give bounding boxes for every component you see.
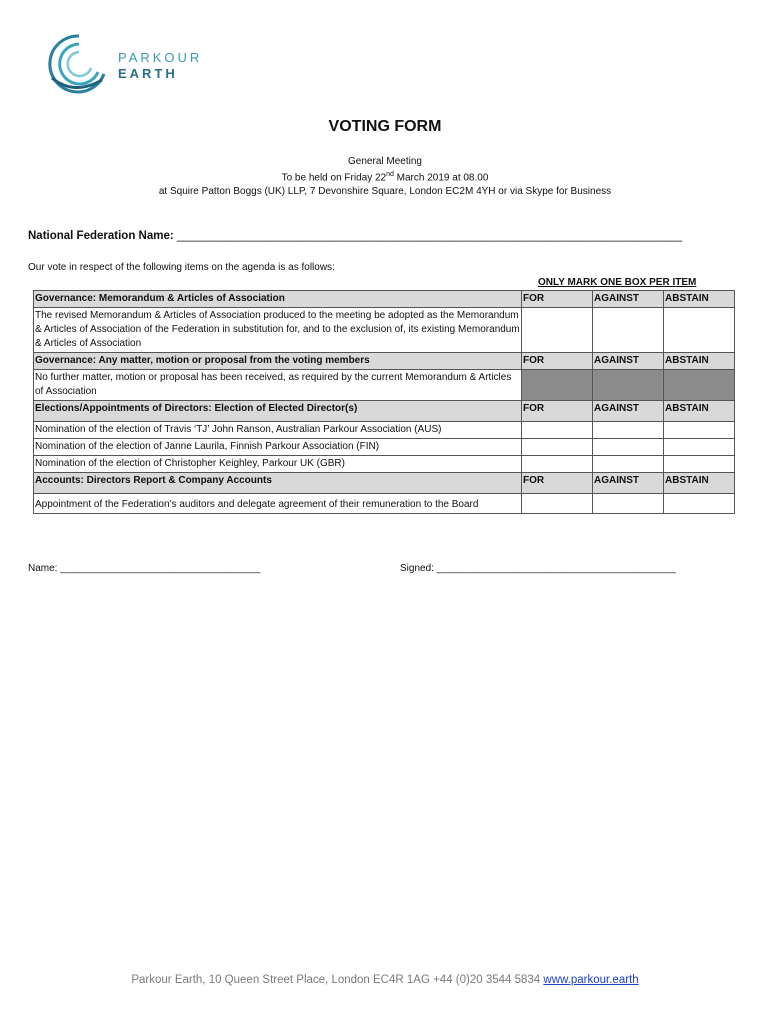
meeting-location: at Squire Patton Boggs (UK) LLP, 7 Devonshire Square, London EC2M 4YH or via Skype for Business [158,186,612,197]
col-against: AGAINST [593,353,664,370]
section-header-row [34,473,735,494]
meeting-date-post: March 2019 at 08.00 [393,172,489,184]
logo-line-1: PARKOUR [118,50,203,65]
col-abstain: ABSTAIN [664,473,735,494]
federation-name-field[interactable] [28,230,682,242]
section-header-row [34,401,735,422]
federation-name-line[interactable]: _______________________________________________________________________________ [176,230,683,242]
logo-text [118,50,202,82]
item-row [34,308,735,353]
name-line[interactable]: ____________________________________ [60,563,261,574]
against-box[interactable] [593,308,664,353]
against-box[interactable] [593,422,664,439]
against-box[interactable] [593,494,664,514]
against-box[interactable] [593,456,664,473]
col-against: AGAINST [593,291,664,308]
item-text: Appointment of the Federation’s auditors and delegate agreement of their remuneration to the Board [34,494,522,514]
col-abstain: ABSTAIN [664,291,735,308]
signed-field[interactable] [400,563,676,574]
for-box[interactable] [522,439,593,456]
col-against: AGAINST [593,401,664,422]
col-abstain: ABSTAIN [664,401,735,422]
for-box[interactable] [522,494,593,514]
col-for: FOR [522,291,593,308]
for-box[interactable] [522,456,593,473]
abstain-box[interactable] [664,494,735,514]
abstain-box[interactable] [664,308,735,353]
item-row [34,370,735,401]
col-against: AGAINST [593,473,664,494]
parkour-earth-logo [44,30,224,102]
voting-table [33,290,735,514]
col-for: FOR [522,473,593,494]
instruction-text: ONLY MARK ONE BOX PER ITEM [538,277,697,288]
item-row [34,422,735,439]
federation-name-label: National Federation Name: [28,230,174,242]
meeting-date-pre: To be held on Friday 22 [281,172,387,184]
name-label: Name: [28,563,58,574]
section-heading: Governance: Any matter, motion or proposal from the voting members [34,353,522,370]
footer [0,974,770,986]
meeting-type: General Meeting [348,156,422,167]
col-abstain: ABSTAIN [664,353,735,370]
section-header-row [34,353,735,370]
for-box-disabled [522,370,593,401]
item-text: Nomination of the election of Travis ‘TJ’ John Ranson, Australian Parkour Association (AUS) [34,422,522,439]
footer-website-link[interactable]: www.parkour.earth [543,974,639,986]
abstain-box[interactable] [664,439,735,456]
item-row [34,456,735,473]
item-row [34,439,735,456]
page-title: VOTING FORM [328,118,442,135]
footer-address: Parkour Earth, 10 Queen Street Place, London EC4R 1AG +44 (0)20 3544 5834 [131,974,544,986]
name-field[interactable] [28,563,260,574]
for-box[interactable] [522,308,593,353]
logo-line-2: EARTH [118,66,178,81]
item-text: Nomination of the election of Christopher Keighley, Parkour UK (GBR) [34,456,522,473]
section-heading: Governance: Memorandum & Articles of Association [34,291,522,308]
signed-label: Signed: [400,563,434,574]
item-text: Nomination of the election of Janne Laurila, Finnish Parkour Association (FIN) [34,439,522,456]
abstain-box[interactable] [664,456,735,473]
item-row [34,494,735,514]
section-header-row [34,291,735,308]
col-for: FOR [522,353,593,370]
item-text: No further matter, motion or proposal has been received, as required by the current Memorandum & Articles of Association [34,370,522,401]
abstain-box-disabled [664,370,735,401]
swirl-logo-icon [44,30,114,102]
col-for: FOR [522,401,593,422]
meeting-date [0,171,770,183]
signed-line[interactable]: ___________________________________________ [436,563,676,574]
against-box-disabled [593,370,664,401]
section-heading: Accounts: Directors Report & Company Accounts [34,473,522,494]
meeting-date-sup: nd [386,171,394,178]
section-heading: Elections/Appointments of Directors: Election of Elected Director(s) [34,401,522,422]
for-box[interactable] [522,422,593,439]
against-box[interactable] [593,439,664,456]
intro-text: Our vote in respect of the following items on the agenda is as follows: [28,262,335,273]
item-text: The revised Memorandum & Articles of Association produced to the meeting be adopted as the Memorandum & Articles of Association of the Federation in substitution for, and to the exclusion of, its existing Memorandum & Articles of Association [34,308,522,353]
abstain-box[interactable] [664,422,735,439]
